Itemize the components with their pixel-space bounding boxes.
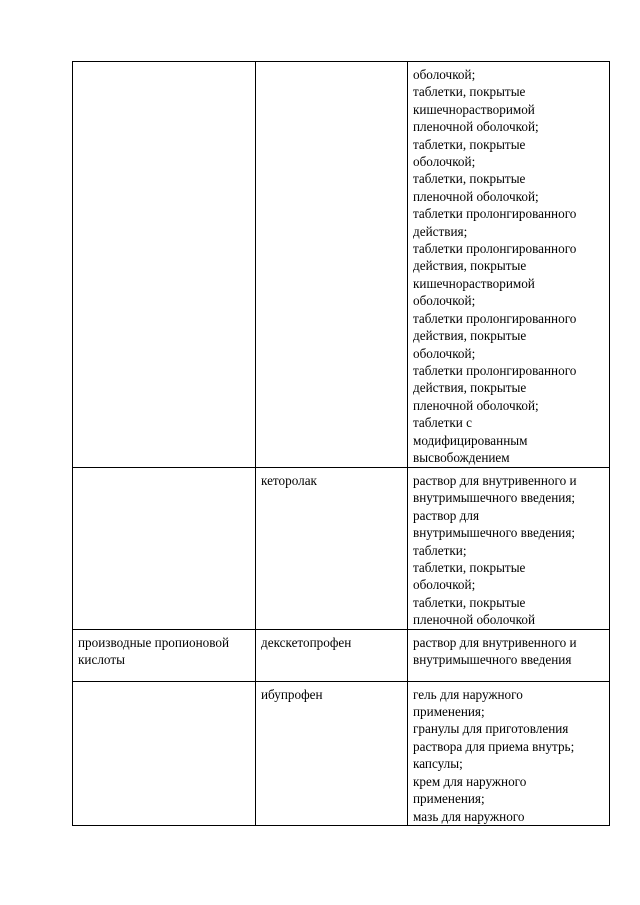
dosage-form-line: высвобождением — [413, 449, 510, 465]
dosage-form-line: раствор для внутривенного и — [413, 634, 577, 650]
dosage-form-line: действия, покрытые — [413, 258, 527, 274]
table-row — [73, 62, 610, 468]
dosage-form-line: пленочной оболочкой; — [413, 119, 539, 135]
dosage-form-line: оболочкой; — [413, 154, 476, 170]
dosage-form-line: таблетки пролонгированного — [413, 310, 577, 326]
dosage-form-line: таблетки пролонгированного — [413, 206, 577, 222]
dosage-form-line: оболочкой; — [413, 293, 476, 309]
dosage-form-line: таблетки, покрытые — [413, 84, 526, 100]
dosage-form-line: таблетки пролонгированного — [413, 241, 577, 257]
dosage-form-line: оболочкой; — [413, 577, 476, 593]
dosage-form-line: капсулы; — [413, 756, 463, 772]
dosage-form-line: внутримышечного введения — [413, 652, 572, 668]
table-row — [73, 681, 610, 825]
inn-cell: ибупрофен — [256, 681, 408, 825]
inn-cell: кеторолак — [256, 468, 408, 630]
inn-cell — [256, 62, 408, 468]
dosage-form-line: применения; — [413, 704, 485, 720]
inn-cell: декскетопрофен — [256, 629, 408, 681]
dosage-form-line: таблетки, покрытые — [413, 171, 526, 187]
dosage-form-line: действия, покрытые — [413, 380, 527, 396]
table-row — [73, 629, 610, 681]
dosage-form-line: раствор для — [413, 507, 480, 523]
group-cell — [73, 62, 256, 468]
dosage-form-line: таблетки с — [413, 415, 472, 431]
dosage-form-line: крем для наружного — [413, 773, 527, 789]
dosage-form-line: таблетки пролонгированного — [413, 362, 577, 378]
dosage-forms-cell — [408, 468, 610, 630]
dosage-form-line: действия; — [413, 223, 468, 239]
group-line: кислоты — [78, 652, 125, 668]
dosage-form-line: оболочкой; — [413, 345, 476, 361]
group-cell — [73, 681, 256, 825]
dosage-form-line: пленочной оболочкой — [413, 612, 536, 628]
dosage-forms-cell — [408, 681, 610, 825]
dosage-form-line: пленочной оболочкой; — [413, 188, 539, 204]
dosage-form-line: гель для наружного — [413, 686, 523, 702]
group-line: производные пропионовой — [78, 634, 230, 650]
dosage-form-line: мазь для наружного — [413, 808, 525, 824]
dosage-form-line: раствор для внутривенного и — [413, 473, 577, 488]
dosage-form-line: таблетки; — [413, 542, 467, 558]
dosage-form-line: кишечнорастворимой — [413, 275, 535, 291]
dosage-form-line: внутримышечного введения; — [413, 490, 576, 506]
dosage-form-line: таблетки, покрытые — [413, 136, 526, 152]
table-row — [73, 468, 610, 630]
group-cell — [73, 468, 256, 630]
dosage-form-line: кишечнорастворимой — [413, 101, 535, 117]
dosage-form-line: гранулы для приготовления — [413, 721, 569, 737]
dosage-form-line: оболочкой; — [413, 67, 476, 82]
dosage-forms-cell — [408, 629, 610, 681]
group-cell — [73, 629, 256, 681]
dosage-form-line: пленочной оболочкой; — [413, 397, 539, 413]
dosage-form-line: раствора для приема внутрь; — [413, 738, 575, 754]
drug-table — [72, 61, 610, 826]
dosage-form-line: таблетки, покрытые — [413, 594, 526, 610]
dosage-forms-cell — [408, 62, 610, 468]
dosage-form-line: внутримышечного введения; — [413, 525, 576, 541]
dosage-form-line: таблетки, покрытые — [413, 560, 526, 576]
dosage-form-line: действия, покрытые — [413, 328, 527, 344]
dosage-form-line: модифицированным — [413, 432, 528, 448]
dosage-form-line: применения; — [413, 791, 485, 807]
